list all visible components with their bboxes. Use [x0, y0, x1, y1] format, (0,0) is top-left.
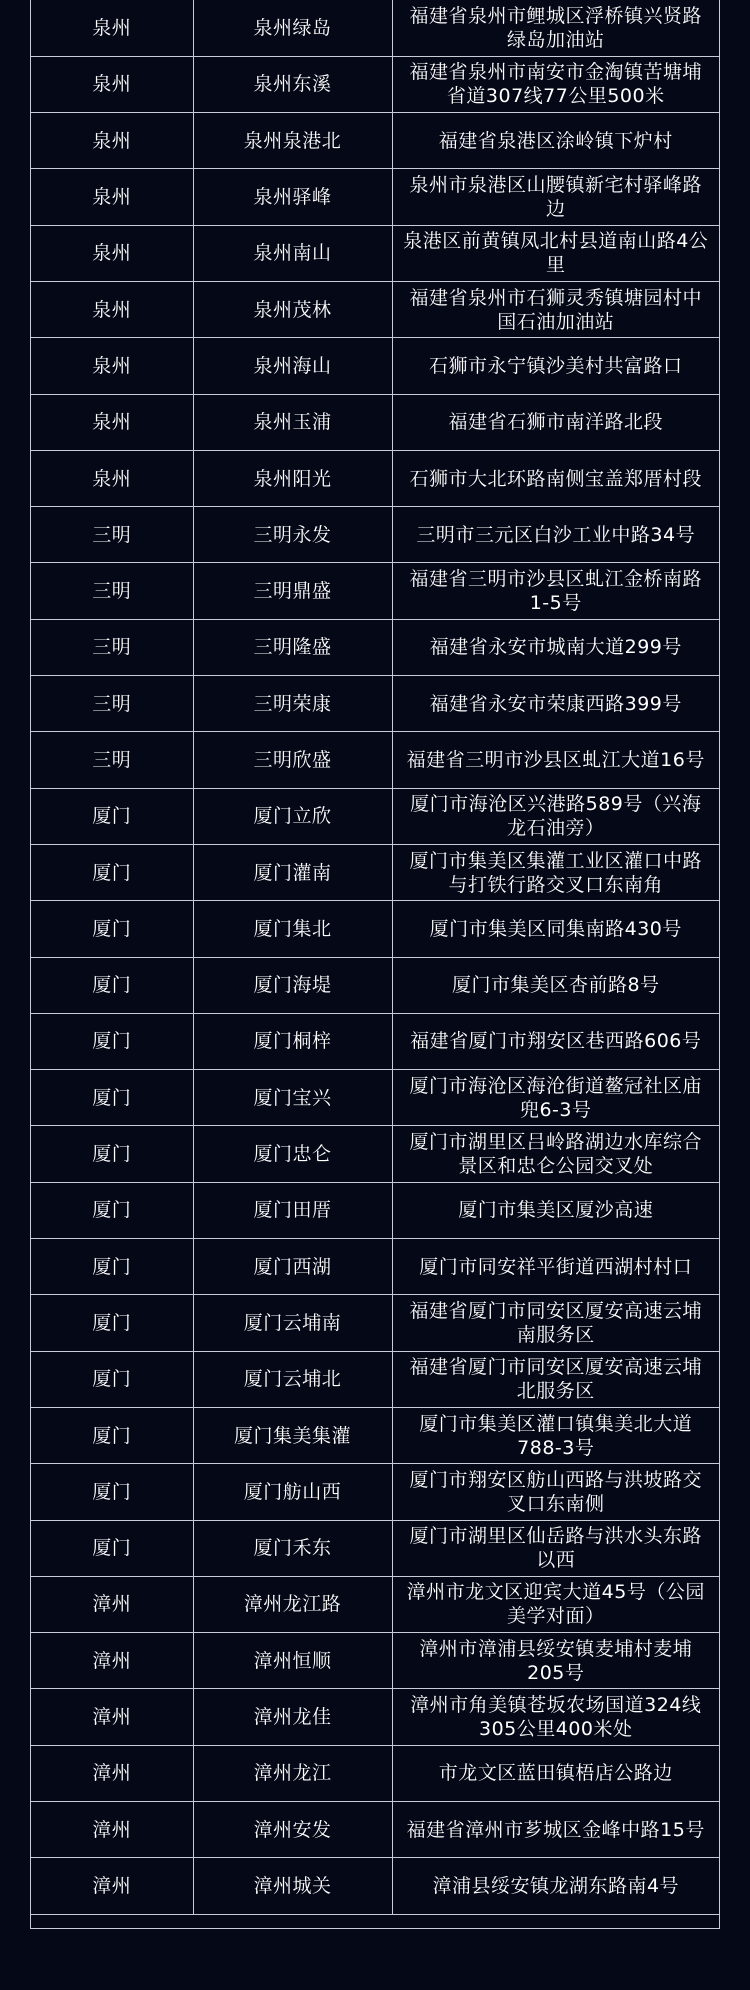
table-row: [31, 169, 719, 225]
station-table-grid: [31, 0, 719, 1915]
table-row: [31, 225, 719, 281]
table-row: [31, 1802, 719, 1858]
address-cell: 厦门市集美区厦沙高速: [392, 1182, 719, 1238]
station-name-cell: 泉州南山: [193, 225, 392, 281]
station-name-cell: 泉州海山: [193, 338, 392, 394]
address-cell: 石狮市永宁镇沙美村共富路口: [392, 338, 719, 394]
station-name-cell: 漳州龙江: [193, 1745, 392, 1801]
address-cell: 漳州市漳浦县绥安镇麦埔村麦埔205号: [392, 1633, 719, 1689]
table-row: [31, 1295, 719, 1351]
table-row: [31, 844, 719, 900]
table-row: [31, 563, 719, 619]
station-name-cell: 厦门西湖: [193, 1239, 392, 1295]
city-cell: 厦门: [31, 1464, 193, 1520]
address-cell: 漳浦县绥安镇龙湖东路南4号: [392, 1858, 719, 1914]
city-cell: 厦门: [31, 1295, 193, 1351]
table-row: [31, 338, 719, 394]
address-cell: 厦门市同安祥平街道西湖村村口: [392, 1239, 719, 1295]
table-row: [31, 1182, 719, 1238]
table-row: [31, 788, 719, 844]
city-cell: 三明: [31, 732, 193, 788]
city-cell: 厦门: [31, 957, 193, 1013]
address-cell: 泉州市泉港区山腰镇新宅村驿峰路边: [392, 169, 719, 225]
table-row: [31, 1858, 719, 1914]
table-row: [31, 1576, 719, 1632]
table-row: [31, 1745, 719, 1801]
table-row: [31, 1070, 719, 1126]
table-row: [31, 619, 719, 675]
city-cell: 厦门: [31, 901, 193, 957]
station-name-cell: 厦门桐梓: [193, 1013, 392, 1069]
address-cell: 福建省永安市城南大道299号: [392, 619, 719, 675]
station-name-cell: 厦门立欣: [193, 788, 392, 844]
city-cell: 厦门: [31, 1520, 193, 1576]
city-cell: 厦门: [31, 1239, 193, 1295]
address-cell: 福建省三明市沙县区虬江大道16号: [392, 732, 719, 788]
address-cell: 漳州市龙文区迎宾大道45号（公园美学对面）: [392, 1576, 719, 1632]
station-name-cell: 厦门集北: [193, 901, 392, 957]
city-cell: 厦门: [31, 1126, 193, 1182]
address-cell: 厦门市集美区灌口镇集美北大道788-3号: [392, 1407, 719, 1463]
address-cell: 厦门市海沧区海沧街道鳌冠社区庙兜6-3号: [392, 1070, 719, 1126]
address-cell: 福建省泉港区涂岭镇下炉村: [392, 113, 719, 169]
station-name-cell: 三明永发: [193, 507, 392, 563]
address-cell: 石狮市大北环路南侧宝盖郑厝村段: [392, 450, 719, 506]
address-cell: 厦门市翔安区舫山西路与洪坡路交叉口东南侧: [392, 1464, 719, 1520]
table-row: [31, 450, 719, 506]
station-table-body: [31, 0, 719, 1914]
address-cell: 福建省厦门市同安区厦安高速云埔北服务区: [392, 1351, 719, 1407]
station-name-cell: 泉州东溪: [193, 56, 392, 112]
city-cell: 泉州: [31, 225, 193, 281]
table-row: [31, 1520, 719, 1576]
station-name-cell: 三明荣康: [193, 676, 392, 732]
station-name-cell: 厦门舫山西: [193, 1464, 392, 1520]
table-row: [31, 1351, 719, 1407]
station-name-cell: 三明鼎盛: [193, 563, 392, 619]
station-name-cell: 厦门云埔南: [193, 1295, 392, 1351]
station-name-cell: 泉州绿岛: [193, 0, 392, 56]
city-cell: 厦门: [31, 1070, 193, 1126]
city-cell: 泉州: [31, 281, 193, 337]
address-cell: 厦门市湖里区吕岭路湖边水库综合景区和忠仑公园交叉处: [392, 1126, 719, 1182]
table-row: [31, 732, 719, 788]
station-name-cell: 三明欣盛: [193, 732, 392, 788]
city-cell: 泉州: [31, 113, 193, 169]
table-row: [31, 1407, 719, 1463]
station-name-cell: 漳州龙佳: [193, 1689, 392, 1745]
address-cell: 福建省漳州市芗城区金峰中路15号: [392, 1802, 719, 1858]
city-cell: 漳州: [31, 1576, 193, 1632]
city-cell: 漳州: [31, 1633, 193, 1689]
table-row: [31, 1239, 719, 1295]
address-cell: 厦门市集美区同集南路430号: [392, 901, 719, 957]
city-cell: 泉州: [31, 56, 193, 112]
address-cell: 厦门市集美区杏前路8号: [392, 957, 719, 1013]
table-row: [31, 507, 719, 563]
table-row: [31, 1126, 719, 1182]
station-name-cell: 漳州城关: [193, 1858, 392, 1914]
station-name-cell: 三明隆盛: [193, 619, 392, 675]
city-cell: 厦门: [31, 844, 193, 900]
city-cell: 三明: [31, 563, 193, 619]
address-cell: 福建省泉州市鲤城区浮桥镇兴贤路绿岛加油站: [392, 0, 719, 56]
table-row: [31, 113, 719, 169]
city-cell: 泉州: [31, 0, 193, 56]
city-cell: 漳州: [31, 1745, 193, 1801]
address-cell: 福建省泉州市南安市金淘镇苦塘埔省道307线77公里500米: [392, 56, 719, 112]
station-name-cell: 厦门灌南: [193, 844, 392, 900]
table-row: [31, 901, 719, 957]
city-cell: 漳州: [31, 1802, 193, 1858]
table-row: [31, 281, 719, 337]
city-cell: 三明: [31, 619, 193, 675]
station-name-cell: 厦门禾东: [193, 1520, 392, 1576]
table-row: [31, 56, 719, 112]
table-row: [31, 394, 719, 450]
address-cell: 厦门市集美区集灌工业区灌口中路与打铁行路交叉口东南角: [392, 844, 719, 900]
station-name-cell: 厦门忠仑: [193, 1126, 392, 1182]
address-cell: 福建省泉州市石狮灵秀镇塘园村中国石油加油站: [392, 281, 719, 337]
address-cell: 厦门市海沧区兴港路589号（兴海龙石油旁）: [392, 788, 719, 844]
table-row: [31, 1689, 719, 1745]
address-cell: 市龙文区蓝田镇梧店公路边: [392, 1745, 719, 1801]
station-name-cell: 厦门集美集灌: [193, 1407, 392, 1463]
station-name-cell: 泉州茂林: [193, 281, 392, 337]
station-name-cell: 漳州龙江路: [193, 1576, 392, 1632]
city-cell: 漳州: [31, 1689, 193, 1745]
address-cell: 福建省厦门市同安区厦安高速云埔南服务区: [392, 1295, 719, 1351]
city-cell: 厦门: [31, 1013, 193, 1069]
table-row: [31, 676, 719, 732]
city-cell: 泉州: [31, 169, 193, 225]
station-name-cell: 厦门宝兴: [193, 1070, 392, 1126]
table-row: [31, 1013, 719, 1069]
city-cell: 厦门: [31, 1407, 193, 1463]
city-cell: 漳州: [31, 1858, 193, 1914]
station-name-cell: 泉州阳光: [193, 450, 392, 506]
table-row: [31, 957, 719, 1013]
address-cell: 泉港区前黄镇凤北村县道南山路4公里: [392, 225, 719, 281]
address-cell: 福建省厦门市翔安区巷西路606号: [392, 1013, 719, 1069]
table-row: [31, 1464, 719, 1520]
address-cell: 三明市三元区白沙工业中路34号: [392, 507, 719, 563]
city-cell: 厦门: [31, 1182, 193, 1238]
address-cell: 福建省永安市荣康西路399号: [392, 676, 719, 732]
station-name-cell: 泉州玉浦: [193, 394, 392, 450]
station-name-cell: 漳州恒顺: [193, 1633, 392, 1689]
city-cell: 厦门: [31, 1351, 193, 1407]
city-cell: 泉州: [31, 394, 193, 450]
table-row: [31, 1633, 719, 1689]
station-name-cell: 厦门云埔北: [193, 1351, 392, 1407]
address-cell: 福建省石狮市南洋路北段: [392, 394, 719, 450]
city-cell: 泉州: [31, 450, 193, 506]
address-cell: 漳州市角美镇苍坂农场国道324线305公里400米处: [392, 1689, 719, 1745]
station-name-cell: 厦门田厝: [193, 1182, 392, 1238]
city-cell: 三明: [31, 507, 193, 563]
station-name-cell: 厦门海堤: [193, 957, 392, 1013]
table-row: [31, 0, 719, 56]
station-table: [30, 0, 720, 1929]
city-cell: 三明: [31, 676, 193, 732]
city-cell: 厦门: [31, 788, 193, 844]
city-cell: 泉州: [31, 338, 193, 394]
station-name-cell: 漳州安发: [193, 1802, 392, 1858]
address-cell: 福建省三明市沙县区虬江金桥南路1-5号: [392, 563, 719, 619]
station-name-cell: 泉州泉港北: [193, 113, 392, 169]
address-cell: 厦门市湖里区仙岳路与洪水头东路以西: [392, 1520, 719, 1576]
station-name-cell: 泉州驿峰: [193, 169, 392, 225]
